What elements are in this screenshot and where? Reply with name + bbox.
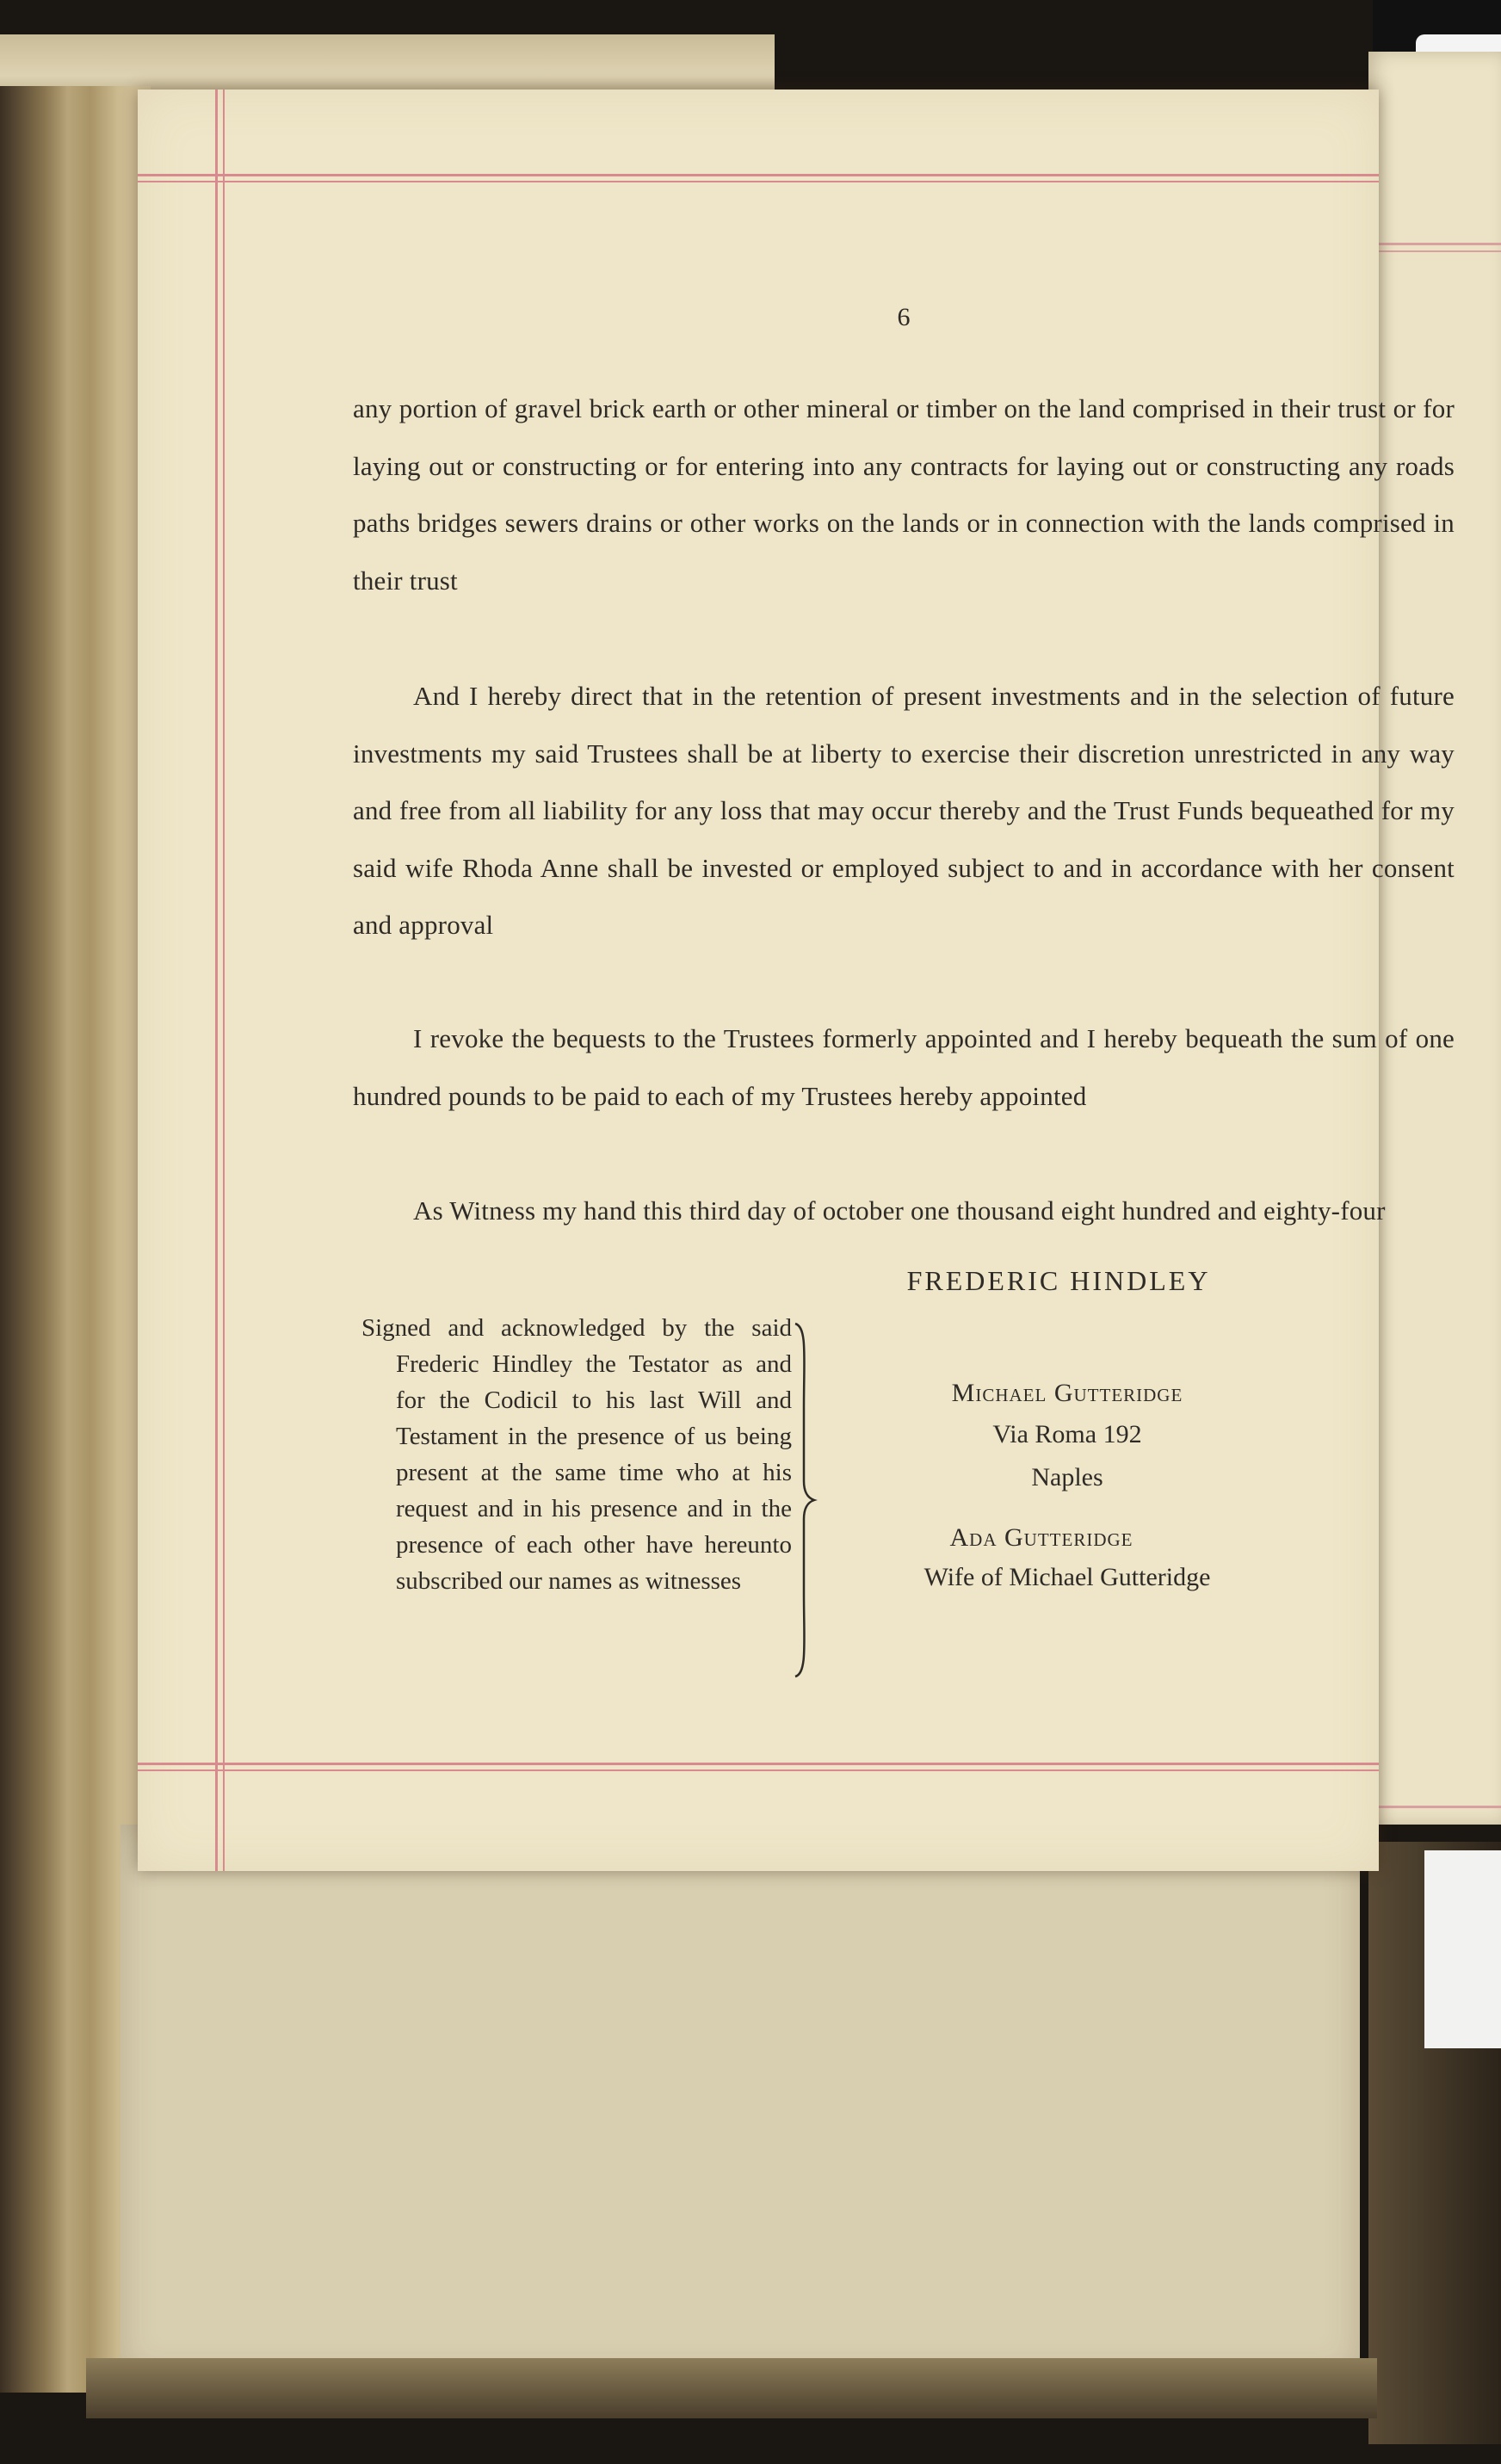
paragraph-witness-date: As Witness my hand this third day of october one thousand eight hundred and eighty-four [413,1195,1386,1226]
inserted-card [1424,1850,1501,2048]
paragraph-trust-powers: any portion of gravel brick earth or other mineral or timber on the land comprised in their trust or for laying out or constructing or for entering into any contracts for laying out or constructing any roads paths bridges sewers drains or other works on the lands or in connection with the lands comprised in their trust [353,393,1455,596]
witness-1-address-city: Naples [1031,1463,1103,1491]
page-number: 6 [897,303,911,331]
witness-2-name: Ada Gutteridge [949,1523,1133,1552]
paragraph-revocation: I revoke the bequests to the Trustees formerly appointed and I hereby bequeath the sum of one hundred pounds to be paid to each of my Trustees hereby appointed [353,1023,1455,1111]
left-margin-rule-inner [223,90,225,1871]
attestation-clause: Signed and acknowledged by the said Frederic Hindley the Testator as and for the Codicil to his last Will and Testament in the presence of us being present at the same time who at his request and in his presence and in the presence of each other have hereunto subscribed our names as witnesses [361,1314,792,1595]
left-margin-rule [215,90,218,1871]
bottom-margin-rule-inner [138,1769,1379,1771]
witness-1-address-street: Via Roma 192 [992,1420,1142,1448]
bleed-through-text [448,1928,1222,2143]
curly-brace [792,1322,818,1678]
book-bottom-edge [86,2358,1377,2418]
document-page [138,90,1455,1871]
testator-signature: FREDERIC HINDLEY [906,1265,1211,1296]
paragraph-investments: And I hereby direct that in the retention of present investments and in the selection of future investments my said Trustees shall be at liberty to exercise their discretion unrestricted in any way and free from all liability for any loss that may occur thereby and the Trust Funds bequeathed for my said wife Rhoda Anne shall be invested or employed subject to and in accordance with her consent and approval [353,681,1455,940]
top-margin-rule [138,174,1379,176]
top-margin-rule-inner [138,181,1379,182]
underlying-sheet [120,1825,1360,2375]
bottom-margin-rule [138,1763,1379,1765]
witness-1-name: Michael Gutteridge [951,1379,1183,1407]
witness-2-description: Wife of Michael Gutteridge [923,1563,1211,1591]
